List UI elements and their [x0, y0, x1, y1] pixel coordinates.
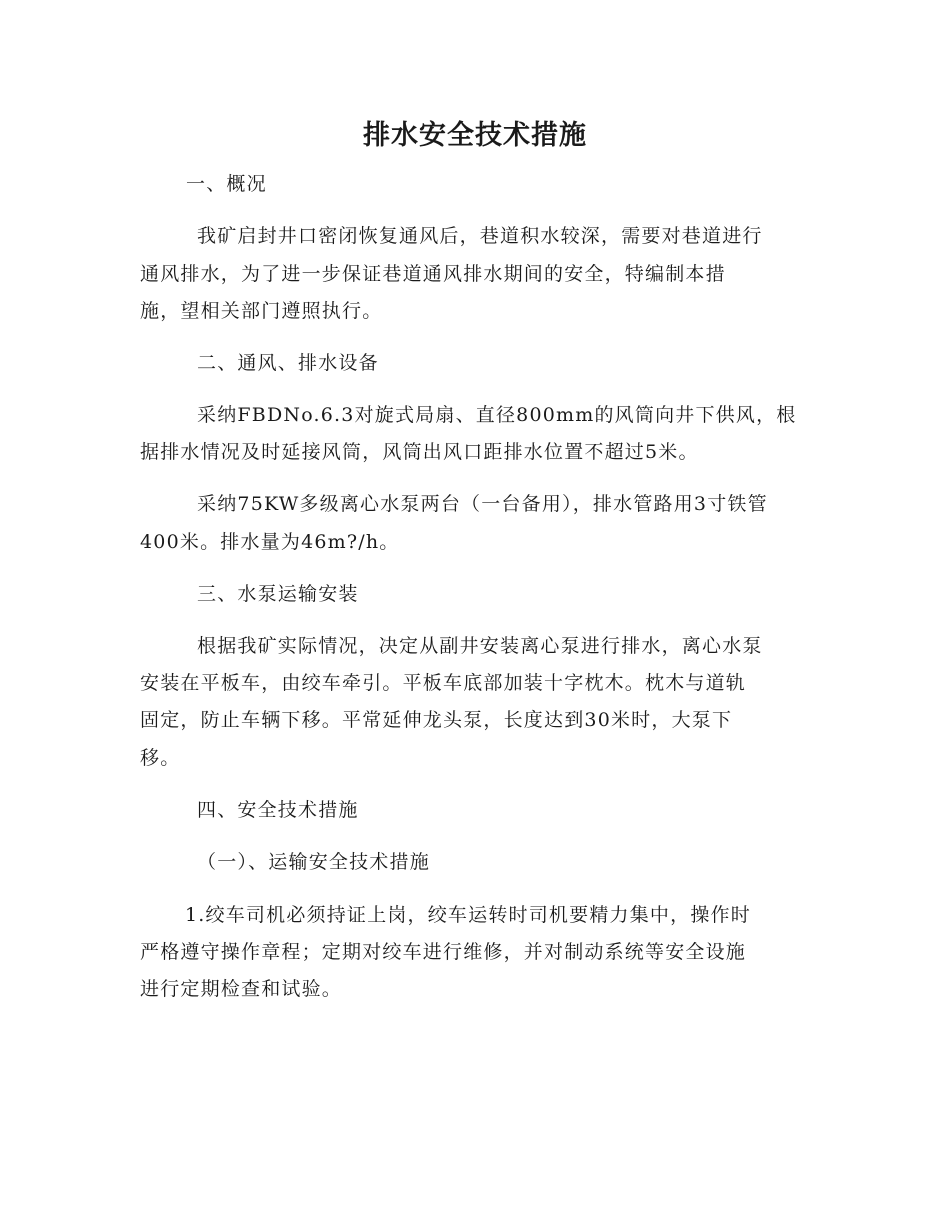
- document-title: 排水安全技术措施: [363, 120, 587, 151]
- paragraph-line: 施，望相关部门遵照执行。: [140, 300, 383, 322]
- paragraph-line: 移。: [140, 747, 181, 769]
- paragraph-line: 根据我矿实际情况，决定从副井安装离心泵进行排水，离心水泵: [197, 635, 763, 657]
- paragraph-line: 据排水情况及时延接风筒，风筒出风口距排水位置不超过5米。: [140, 441, 699, 463]
- paragraph-line: 采纳FBDNo.6.3对旋式局扇、直径800mm的风筒向井下供风，根: [197, 404, 797, 426]
- paragraph-line: 严格遵守操作章程；定期对绞车进行维修，并对制动系统等安全设施: [140, 941, 747, 963]
- paragraph-line: 采纳75KW多级离心水泵两台（一台备用），排水管路用3寸铁管: [197, 493, 768, 515]
- section-heading-pump-transport: 三、水泵运输安装: [197, 583, 359, 605]
- subsection-heading-transport-safety: （一）、运输安全技术措施: [197, 851, 430, 873]
- paragraph-line: 我矿启封井口密闭恢复通风后，巷道积水较深，需要对巷道进行: [197, 225, 763, 247]
- paragraph-line: 安装在平板车，由绞车牵引。平板车底部加装十字枕木。枕木与道轨: [140, 672, 747, 694]
- paragraph-line: 通风排水，为了进一步保证巷道通风排水期间的安全，特编制本措: [140, 263, 726, 285]
- section-heading-safety: 四、安全技术措施: [197, 799, 359, 821]
- section-heading-overview: 一、概况: [186, 173, 267, 195]
- paragraph-line: 400米。排水量为46m?/h。: [140, 531, 400, 553]
- section-heading-equipment: 二、通风、排水设备: [197, 352, 379, 374]
- paragraph-line: 1.绞车司机必须持证上岗，绞车运转时司机要精力集中，操作时: [185, 904, 751, 926]
- paragraph-line: 固定，防止车辆下移。平常延伸龙头泵，长度达到30米时，大泵下: [140, 709, 733, 731]
- paragraph-line: 进行定期检查和试验。: [140, 978, 343, 1000]
